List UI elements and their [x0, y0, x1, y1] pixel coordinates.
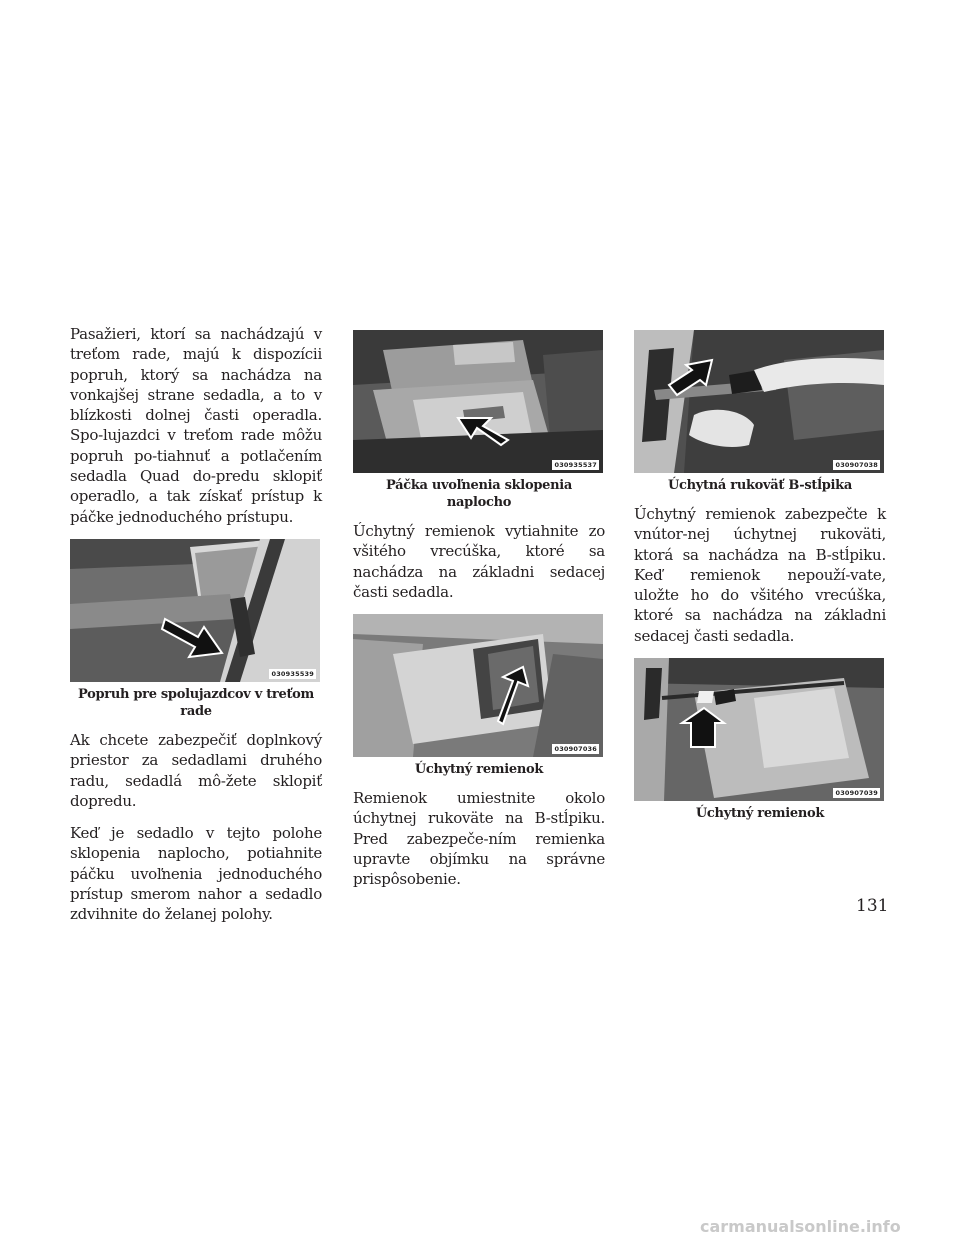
paragraph-place-strap: Remienok umiestnite okolo úchytnej rukoväte na B-stĺpiku. Pred zabezpeče-ním remienka upravte objímku na správne prispôsobenie.: [353, 789, 605, 889]
page-number: 131: [856, 896, 889, 916]
strap-illustration: [353, 614, 603, 757]
figure-code: 030907039: [835, 789, 878, 798]
right-column: [634, 324, 886, 832]
figure-strap: [353, 614, 603, 757]
figure-caption: Úchytná rukoväť B-stĺpika: [668, 478, 852, 493]
third-row-strap-illustration: [70, 539, 320, 682]
figure-code: 030935537: [554, 461, 597, 469]
figure-release-lever: [353, 330, 603, 473]
left-column: [70, 324, 322, 937]
release-lever-illustration: [353, 330, 603, 473]
paragraph-fold: Ak chcete zabezpečiť doplnkový priestor za sedadlami druhého radu, sedadlá mô-žete sklopiť dopredu.: [70, 730, 322, 810]
figure-caption: Úchytný remienok: [695, 806, 825, 822]
watermark: carmanualsonline.info: [700, 1217, 901, 1236]
figure-caption: Popruh pre spolujazdcov v treťom rade: [78, 686, 314, 719]
paragraph-pull-strap: Úchytný remienok vytiahnite zo všitého vrecúška, ktoré sa nachádza na základni sedacej časti sedadla.: [353, 522, 605, 601]
paragraph-lever: Keď je sedadlo v tejto polohe sklopenia naplocho, potiahnite páčku uvoľnenia jednoduchého prístup smerom nahor a sedadlo zdvihnite do želanej polohy.: [70, 824, 322, 924]
paragraph-secure-strap: Úchytný remienok zabezpečte k vnútor-nej úchytnej rukoväti, ktorá sa nachádza na B-stĺpiku. Keď remienok nepouží-vate, uložte ho do všitého vrecúška, ktoré sa nachádza na základni sedacej časti sedadla.: [634, 505, 886, 645]
figure-strap-secured: [634, 658, 884, 801]
figure-third-row-strap: [70, 539, 320, 682]
figure-caption: Páčka uvoľnenia sklopenia naplocho: [385, 478, 572, 510]
b-pillar-handle-illustration: [634, 330, 884, 473]
strap-secured-illustration: [634, 658, 884, 801]
figure-b-pillar-handle: [634, 330, 884, 473]
figure-code: 030935539: [271, 669, 314, 678]
middle-column: [353, 324, 605, 902]
figure-code: 030907036: [554, 745, 597, 754]
figure-code: 030907038: [835, 461, 878, 469]
figure-caption: Úchytný remienok: [414, 762, 544, 778]
intro-paragraph: Pasažieri, ktorí sa nachádzajú v treťom rade, majú k dispozícii popruh, ktorý sa nachádza na vonkajšej strane sedadla, a to v blízkosti dolnej časti operadla. Spo-lujazdci v treťom rade môžu popruh po-tiahnuť a potlačením sedadla Quad do-predu sklopiť operadlo, a tak získať prístup k páčke jednoduchého prístupu.: [70, 325, 322, 526]
